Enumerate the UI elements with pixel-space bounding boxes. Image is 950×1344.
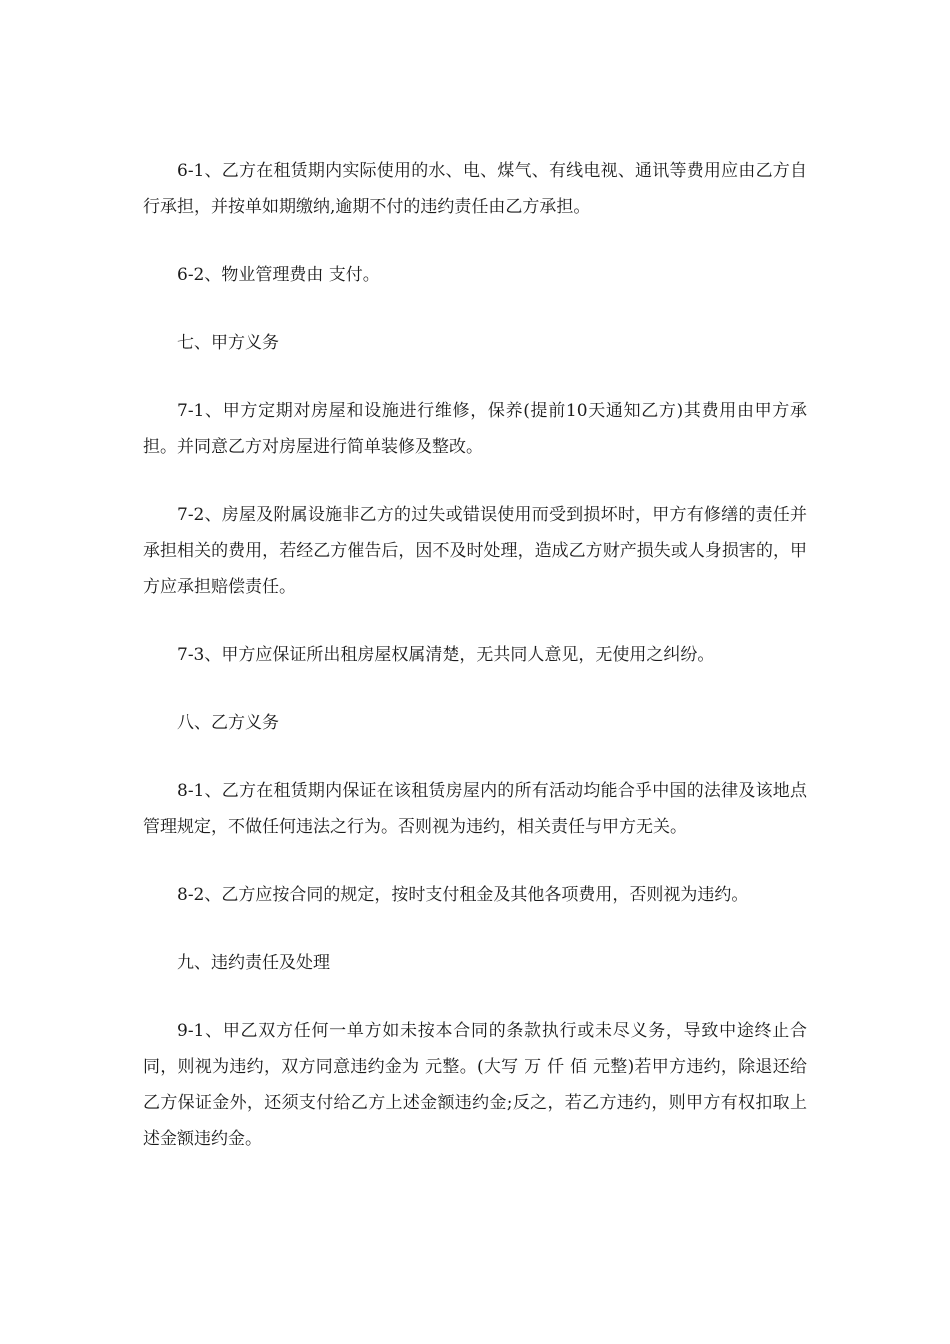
clause-6-1: 6-1、乙方在租赁期内实际使用的水、电、煤气、有线电视、通讯等费用应由乙方自行承担，并按单如期缴纳,逾期不付的违约责任由乙方承担。	[143, 161, 807, 217]
clause-7-1: 7-1、甲方定期对房屋和设施进行维修，保养(提前10天通知乙方)其费用由甲方承担。并同意乙方对房屋进行简单装修及整改。	[143, 401, 807, 457]
clause-7-3: 7-3、甲方应保证所出租房屋权属清楚，无共同人意见，无使用之纠纷。	[177, 645, 715, 665]
clause-8-1: 8-1、乙方在租赁期内保证在该租赁房屋内的所有活动均能合乎中国的法律及该地点管理规定，不做任何违法之行为。否则视为违约，相关责任与甲方无关。	[143, 781, 807, 837]
clause-8-2: 8-2、乙方应按合同的规定，按时支付租金及其他各项费用，否则视为违约。	[177, 885, 749, 905]
section-heading-7: 七、甲方义务	[177, 333, 279, 353]
clause-7-2: 7-2、房屋及附属设施非乙方的过失或错误使用而受到损坏时，甲方有修缮的责任并承担相关的费用，若经乙方催告后，因不及时处理，造成乙方财产损失或人身损害的，甲方应承担赔偿责任。	[143, 505, 807, 597]
clause-6-2: 6-2、物业管理费由 支付。	[177, 265, 380, 285]
clause-9-1: 9-1、甲乙双方任何一单方如未按本合同的条款执行或未尽义务，导致中途终止合同，则视为违约，双方同意违约金为 元整。(大写 万 仟 佰 元整)若甲方违约，除退还给乙方保证金外，还须支付给乙方上述金额违约金;反之，若乙方违约，则甲方有权扣取上述金额违约金。	[143, 1021, 807, 1149]
document-page	[143, 153, 807, 1157]
section-heading-8: 八、乙方义务	[177, 713, 279, 733]
section-heading-9: 九、违约责任及处理	[177, 953, 330, 973]
